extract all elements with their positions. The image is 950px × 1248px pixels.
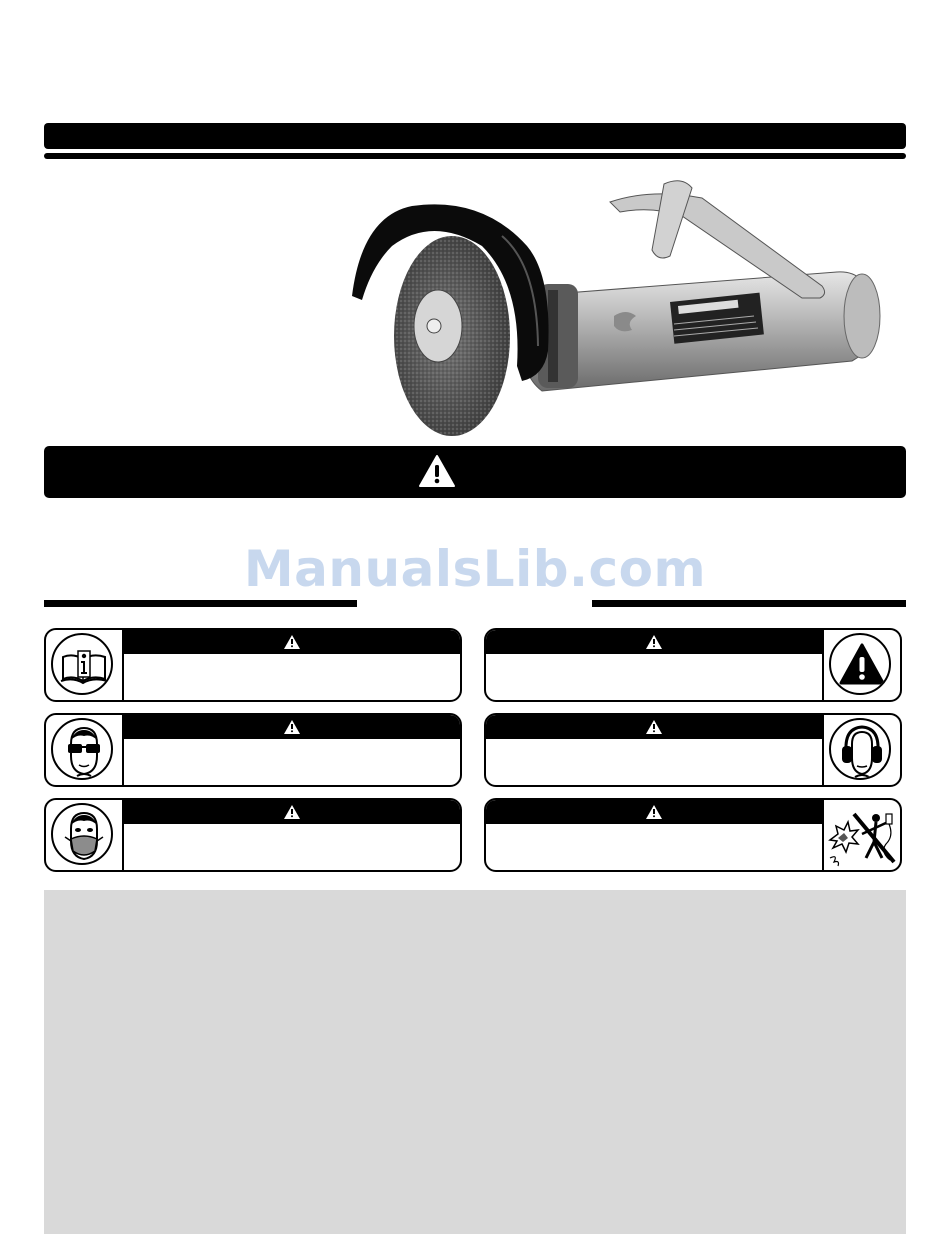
card-body xyxy=(124,654,460,700)
title-bar xyxy=(44,123,906,149)
warning-triangle-icon xyxy=(645,719,663,735)
eye-protection-icon xyxy=(53,720,113,780)
icon-cell xyxy=(822,715,900,785)
warning-triangle-icon xyxy=(645,804,663,820)
card-header xyxy=(486,630,822,654)
icon-cell xyxy=(822,800,900,870)
warning-banner xyxy=(44,446,906,498)
warning-triangle-icon xyxy=(418,454,456,488)
warning-triangle-icon xyxy=(645,634,663,650)
card-header xyxy=(124,630,460,654)
general-warning-icon xyxy=(831,635,891,695)
watermark: ManualsLib.com xyxy=(243,540,707,598)
safety-card-explosion-hazard xyxy=(484,798,902,872)
warning-triangle-icon xyxy=(283,634,301,650)
read-manual-icon xyxy=(53,635,113,695)
explosion-hazard-icon xyxy=(824,800,900,870)
card-body xyxy=(486,824,822,870)
card-body xyxy=(486,739,822,785)
warning-triangle-icon xyxy=(283,719,301,735)
card-header xyxy=(124,800,460,824)
section-rule-left xyxy=(44,600,357,607)
safety-card-read-manual xyxy=(44,628,462,702)
respiratory-protection-icon xyxy=(53,805,113,865)
safety-card-eye-protection xyxy=(44,713,462,787)
card-body xyxy=(486,654,822,700)
cutoff-tool-image xyxy=(352,176,892,438)
card-body xyxy=(124,824,460,870)
safety-card-general-warning xyxy=(484,628,902,702)
icon-cell xyxy=(822,630,900,700)
card-header xyxy=(486,715,822,739)
safety-card-respiratory-protection xyxy=(44,798,462,872)
icon-cell xyxy=(46,630,124,700)
safety-card-ear-protection xyxy=(484,713,902,787)
card-header xyxy=(486,800,822,824)
icon-cell xyxy=(46,800,124,870)
warning-triangle-icon xyxy=(283,804,301,820)
card-body xyxy=(124,739,460,785)
section-rule-right xyxy=(592,600,906,607)
title-rule xyxy=(44,153,906,159)
icon-cell xyxy=(46,715,124,785)
ear-protection-icon xyxy=(831,720,891,780)
card-header xyxy=(124,715,460,739)
content-panel xyxy=(44,890,906,1234)
